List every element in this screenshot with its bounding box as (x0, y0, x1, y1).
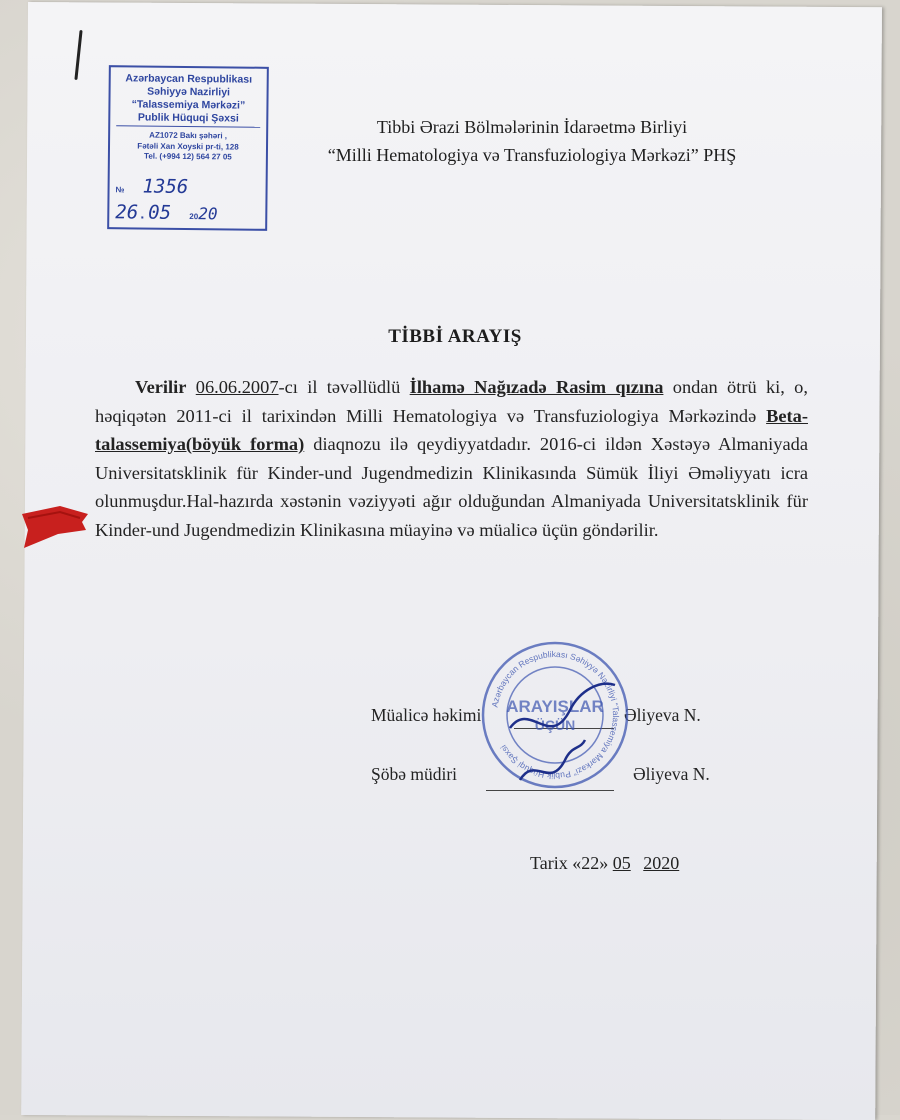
document-title: TİBBİ ARAYIŞ (388, 326, 522, 347)
date-month: 05 (612, 853, 631, 873)
stamp-address-2: Fətəli Xan Xoyski pr-ti, 128 (137, 140, 239, 152)
stamp-date: 26 . 05 2020 (115, 201, 218, 224)
header-line-1: Tibbi Ərazi Bölmələrinin İdarəetmə Birliyi (376, 117, 688, 137)
date-prefix: Tarix «22» (530, 853, 609, 873)
stamp-address-1: AZ1072 Bakı şəhəri , (149, 130, 228, 141)
issue-date (530, 853, 679, 874)
birth-suffix: -cı il təvəllüdlü (278, 377, 401, 397)
stamp-line-3: “Talassemiya Mərkəzi” (131, 98, 246, 112)
stamp-date-day: 26 (115, 201, 139, 224)
round-stamp-ring-text: Azərbaycan Respublikası Səhiyyə Nazirliyi “Talassemiya Mərkəzi” Publik Hüquqi Şəxsi (489, 648, 622, 782)
stamp-line-1: Azərbaycan Respublikası (125, 72, 253, 86)
stamp-phone: Tel. (+994 12) 564 27 05 (144, 151, 232, 162)
diagnosis: Beta-talassemiya(böyük forma) (95, 405, 808, 454)
stamp-number (115, 175, 263, 199)
head-signature-line (486, 790, 614, 791)
doctor-name: Əliyeva N. (624, 705, 701, 725)
stamp-number-prefix: № (115, 185, 125, 195)
body-text-1: ondan ötrü ki, o, həqiqətən 2011-ci il tarixindən Milli Hematologiya və Transfuziologiya Mərkəzində (95, 377, 808, 426)
round-stamp-center-2: ÜÇÜN (534, 717, 576, 733)
stamp-date-year-suffix: 20 (198, 204, 218, 224)
date-year: 2020 (643, 853, 680, 873)
header-line-2: “Milli Hematologiya və Transfuziologiya Mərkəzi” PHŞ (327, 145, 737, 165)
body-text-2: diaqnozu ilə qeydiyyatdadır. 2016-ci ildən Xəstəyə Almaniyada Universitatsklinik für Kinder-und Jugendmedizin Klinikasında Sümük İliyi Əməliyyatı icra olunmuşdur.Hal-hazırda xəstənin vəziyyəti ağır olduğundan Almaniyada Universitatsklinik für Kinder-und Jugendmedizin Klinikasına müayinə və müalicə üçün göndərilir. (95, 434, 808, 540)
body-text (95, 373, 808, 544)
head-name: Əliyeva N. (633, 764, 710, 784)
red-ribbon (20, 500, 90, 552)
stamp-date-year-prefix: 20 (189, 212, 199, 222)
doctor-label: Müalicə həkimi (371, 705, 482, 725)
stamp-line-4: Publik Hüquqi Şəxsi (116, 111, 260, 128)
patient-name: İlhamə Nağızadə Rasim qızına (409, 377, 664, 397)
registration-stamp (107, 65, 269, 231)
stamp-line-2: Səhiyyə Nazirliyi (147, 85, 231, 99)
stamp-number-value: 1356 (142, 175, 189, 199)
birth-date: 06.06.2007 (195, 377, 279, 397)
head-label: Şöbə müdiri (371, 764, 458, 784)
stamp-date-month: 05 (148, 201, 172, 224)
round-stamp (480, 640, 630, 790)
verilir-word: Verilir (135, 377, 187, 397)
round-stamp-center-1: ARAYIŞLAR (506, 697, 604, 716)
